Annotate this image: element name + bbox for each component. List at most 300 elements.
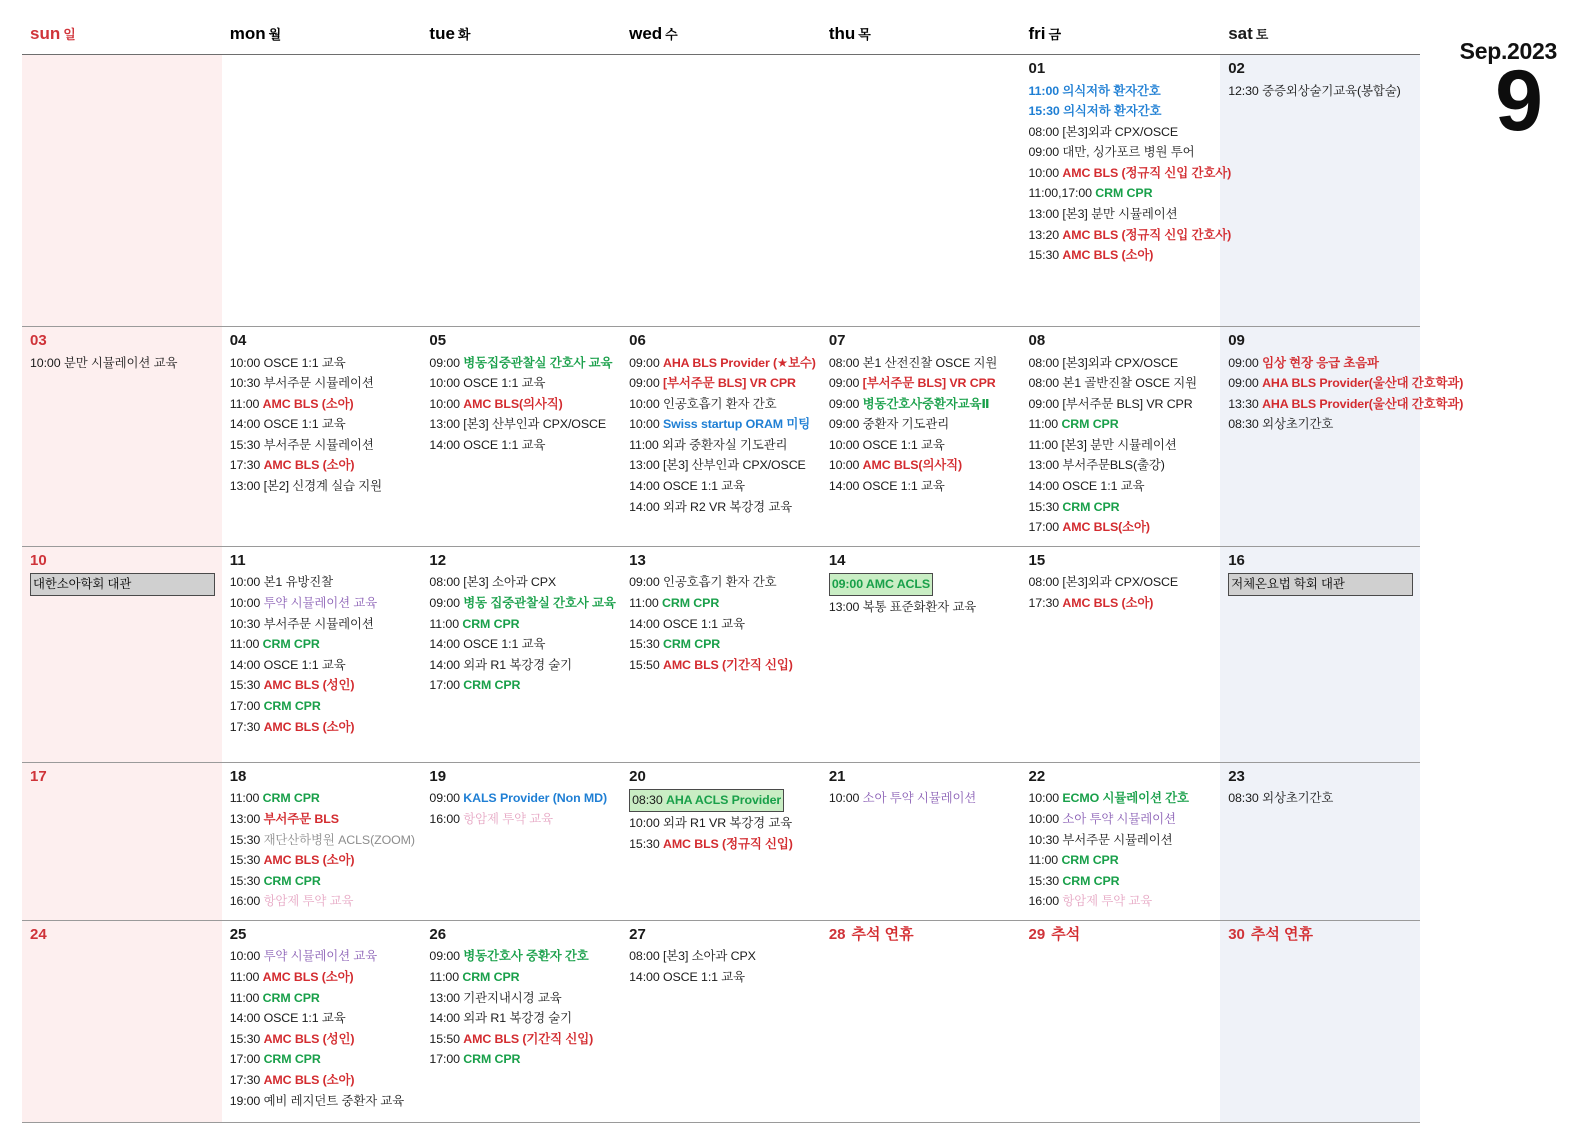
day-banner[interactable]: 대한소아학회 대관 [30, 573, 215, 596]
event-title: AHA BLS Provider(울산대 간호학과) [1262, 396, 1464, 411]
calendar-event[interactable] [1029, 497, 1214, 518]
event-title: CRM CPR [1062, 499, 1120, 514]
event-time: 16:00 [1028, 894, 1063, 909]
calendar-event[interactable] [629, 373, 814, 394]
weekday-en: wed [629, 24, 663, 43]
calendar-event[interactable] [230, 871, 415, 892]
event-title: 의식저하 환자간호 [1062, 83, 1161, 98]
event-title: 항암제 투약 교육 [463, 811, 554, 826]
event-title: AMC BLS (기간직 신입) [662, 657, 793, 672]
event-time: 10:00 [229, 575, 264, 590]
calendar-event[interactable] [230, 1049, 415, 1070]
calendar-event[interactable] [230, 1029, 415, 1050]
calendar-day-cell[interactable] [421, 546, 621, 762]
calendar-day-cell[interactable] [821, 55, 1021, 327]
calendar-event[interactable] [230, 696, 415, 717]
event-time: 13:00 [1028, 207, 1063, 222]
calendar-event[interactable] [829, 476, 1014, 497]
event-time: 08:30 [1228, 791, 1263, 806]
weekday-en: mon [229, 24, 266, 43]
calendar-day-cell[interactable] [1021, 762, 1221, 920]
event-time: 10:00 [229, 355, 264, 370]
calendar-event[interactable] [429, 634, 614, 655]
calendar-event[interactable] [429, 809, 614, 830]
event-title: 본1 골반진찰 OSCE 지원 [1062, 376, 1197, 391]
event-title: [부서주문 BLS] VR CPR [862, 376, 996, 391]
calendar-day-cell[interactable] [821, 762, 1021, 920]
calendar-event[interactable] [629, 394, 814, 415]
event-title: AMC BLS (정규직 신입) [662, 836, 793, 851]
calendar-event[interactable] [1029, 517, 1214, 538]
calendar-event[interactable] [829, 455, 1014, 476]
event-title: AMC BLS (성인) [263, 678, 355, 693]
calendar-event[interactable] [629, 353, 814, 374]
event-title: AMC BLS (성인) [263, 1031, 355, 1046]
event-title: [본2] 신경계 실습 지원 [263, 479, 383, 494]
calendar-event[interactable] [230, 788, 415, 809]
calendar-day-cell[interactable] [421, 55, 621, 327]
event-time: 09:00 [828, 417, 863, 432]
event-title: [본3]외과 CPX/OSCE [1062, 355, 1179, 370]
event-title: 병동간호사 중환자 간호 [463, 949, 589, 964]
calendar-day-cell[interactable] [22, 920, 222, 1122]
calendar-event[interactable] [1029, 572, 1214, 593]
calendar-event[interactable] [429, 946, 614, 967]
day-number: 11 [229, 551, 246, 569]
weekday-en: thu [828, 24, 856, 43]
event-title: AHA ACLS Provider [665, 793, 782, 808]
day-number: 24 [30, 925, 47, 943]
calendar-day-cell[interactable] [421, 762, 621, 920]
calendar-event[interactable] [1029, 122, 1214, 143]
calendar-body [22, 55, 1464, 1123]
day-number: 16 [1228, 551, 1245, 569]
event-time: 15:30 [1028, 873, 1063, 888]
event-time: 11:00 [1028, 853, 1062, 868]
calendar-event[interactable] [829, 788, 1014, 809]
event-time: 14:00 [229, 417, 264, 432]
event-time: 14:00 [229, 1011, 264, 1026]
event-title: AMC BLS(소아) [1062, 520, 1150, 535]
event-title: 병동간호사중환자교육Ⅱ [862, 396, 990, 411]
calendar-event[interactable] [629, 497, 814, 518]
calendar-event[interactable] [629, 455, 814, 476]
event-title: [본3]외과 CPX/OSCE [1062, 575, 1179, 590]
calendar-event[interactable] [1029, 435, 1214, 456]
day-number: 04 [229, 332, 247, 349]
day-number: 12 [429, 551, 447, 569]
calendar-event[interactable] [629, 655, 814, 676]
event-title: 부서주문BLS(출강) [1062, 458, 1165, 473]
day-number: 05 [429, 332, 447, 349]
calendar-event[interactable] [429, 435, 614, 456]
event-title: 외과 R1 복강경 술기 [463, 1011, 573, 1026]
calendar-event[interactable] [429, 572, 614, 593]
calendar-event[interactable] [230, 655, 415, 676]
event-time: 11:00 [629, 437, 663, 452]
event-time: 15:30 [1028, 104, 1064, 119]
calendar-day-cell[interactable] [222, 920, 422, 1122]
event-time: 15:30 [229, 853, 264, 868]
event-title: CRM CPR [262, 637, 320, 652]
calendar-event[interactable] [1029, 891, 1214, 912]
day-banner[interactable]: 저체온요법 학회 대관 [1228, 573, 1413, 596]
event-title: [부서주문 BLS] VR CPR [662, 376, 796, 391]
calendar-event[interactable] [1029, 593, 1214, 614]
event-time: 14:00 [629, 479, 663, 494]
event-title: 항암제 투약 교육 [1062, 894, 1153, 909]
event-title: AMC BLS (기간직 신입) [463, 1031, 594, 1046]
calendar-event[interactable] [1029, 394, 1214, 415]
day-number: 21 [828, 767, 846, 785]
event-title: 병동 집중관찰실 간호사 교육 [463, 595, 616, 610]
calendar-event[interactable] [1029, 245, 1214, 266]
event-title: 부서주문 시뮬레이션 [263, 616, 374, 631]
day-number: 25 [229, 925, 247, 943]
event-time: 13:00 [229, 811, 264, 826]
calendar-event[interactable] [230, 850, 415, 871]
weekday-en: sun [30, 24, 61, 43]
weekday-ko: 목 [858, 27, 871, 42]
calendar-event[interactable] [230, 572, 415, 593]
day-number: 27 [629, 925, 646, 943]
calendar-event[interactable] [429, 1049, 614, 1070]
calendar-event[interactable] [1029, 183, 1214, 204]
calendar-day-cell[interactable] [22, 55, 222, 327]
event-time: 11:00 [1028, 437, 1062, 452]
event-title: 부서주문 시뮬레이션 [263, 376, 374, 391]
event-time: 13:00 [1028, 458, 1063, 473]
calendar-event[interactable] [230, 634, 415, 655]
calendar-event[interactable] [1029, 809, 1214, 830]
calendar-event[interactable] [1029, 142, 1214, 163]
calendar-event[interactable] [629, 414, 814, 435]
calendar-event[interactable] [829, 572, 1014, 597]
event-title: AMC BLS (소아) [262, 970, 354, 984]
event-time: 11:00 [1028, 83, 1063, 98]
calendar-day-cell[interactable] [1021, 546, 1221, 762]
calendar-event[interactable] [629, 834, 814, 855]
calendar-event[interactable] [1029, 476, 1214, 497]
calendar-day-cell[interactable] [621, 762, 821, 920]
calendar-day-cell[interactable] [821, 327, 1021, 547]
day-number: 26 [429, 925, 447, 943]
event-time: 09:00 [1028, 145, 1063, 160]
calendar-event[interactable] [230, 967, 415, 988]
calendar-day-cell[interactable] [222, 762, 422, 920]
calendar-event[interactable] [1228, 81, 1413, 102]
calendar-day-cell[interactable] [621, 327, 821, 547]
event-time: 10:00 [828, 791, 863, 806]
event-time: 14:00 [1028, 479, 1063, 494]
event-title: AMC BLS(의사직) [463, 396, 563, 411]
calendar-event[interactable] [230, 373, 415, 394]
calendar-event[interactable] [629, 435, 814, 456]
calendar-event[interactable] [429, 1029, 614, 1050]
event-title: 예비 레지던트 중환자 교육 [263, 1093, 405, 1108]
calendar-day-cell[interactable] [1021, 327, 1221, 547]
event-time: 08:00 [828, 355, 863, 370]
event-time: 09:00 [828, 376, 863, 391]
event-time: 15:30 [1028, 248, 1063, 263]
calendar-event[interactable] [1029, 850, 1214, 871]
calendar-event[interactable] [1029, 830, 1214, 851]
event-time: 13:20 [1028, 227, 1063, 242]
calendar-day-cell[interactable] [1021, 920, 1221, 1122]
event-time: 10:00 [1028, 791, 1063, 806]
calendar-event[interactable] [629, 788, 814, 813]
event-time: 10:30 [1028, 832, 1063, 847]
weekday-header-thu [821, 18, 1021, 55]
calendar-event[interactable] [629, 634, 814, 655]
event-title: [본3] 소아과 CPX [463, 575, 557, 590]
calendar-day-cell[interactable] [1021, 55, 1232, 327]
calendar-event[interactable] [829, 414, 1014, 435]
event-title: 소아 투약 시뮬레이션 [1062, 811, 1176, 826]
event-title: 본1 유방진찰 [263, 575, 334, 590]
weekday-ko: 금 [1048, 27, 1062, 42]
calendar-event[interactable] [230, 830, 415, 851]
calendar-event[interactable] [230, 353, 415, 374]
event-title: CRM CPR [1062, 873, 1120, 888]
calendar-event[interactable] [1028, 225, 1232, 246]
calendar-event[interactable] [829, 373, 1014, 394]
holiday-label: 추석 연휴 [851, 925, 914, 943]
event-time: 15:30 [629, 836, 663, 851]
event-title: OSCE 1:1 교육 [662, 970, 746, 984]
calendar-event[interactable] [1228, 414, 1413, 435]
event-title: OSCE 1:1 교육 [463, 376, 546, 391]
calendar-event[interactable] [30, 353, 215, 374]
event-title: AMC BLS (정규직 신입 간호사) [1062, 165, 1232, 180]
calendar-day-cell[interactable] [222, 55, 422, 327]
event-time: 08:00 [1028, 575, 1063, 590]
calendar-event[interactable] [1228, 788, 1413, 809]
event-title: ECMO 시뮬레이션 간호 [1062, 791, 1189, 806]
calendar-event[interactable] [230, 394, 415, 415]
day-number: 30 추석 연휴 [1228, 925, 1314, 943]
calendar-event[interactable] [829, 597, 1014, 618]
calendar-event[interactable] [1029, 101, 1214, 122]
calendar-event[interactable] [1029, 353, 1214, 374]
holiday-label: 추석 연휴 [1250, 925, 1314, 943]
calendar-event[interactable] [429, 967, 614, 988]
calendar-day-cell[interactable] [1220, 55, 1420, 327]
calendar-event[interactable] [429, 394, 614, 415]
day-number: 02 [1228, 60, 1245, 77]
calendar-event[interactable] [1029, 871, 1214, 892]
event-time: 10:30 [229, 616, 264, 631]
event-time: 12:30 [1228, 83, 1263, 98]
calendar-day-cell[interactable] [22, 546, 222, 762]
calendar-day-cell[interactable] [421, 327, 621, 547]
event-time: 17:30 [229, 458, 264, 473]
calendar-event[interactable] [230, 476, 415, 497]
event-title: AHA BLS Provider (★보수) [662, 355, 816, 370]
calendar-event[interactable] [1228, 394, 1464, 415]
event-time: 13:00 [429, 417, 464, 432]
day-number: 01 [1028, 60, 1046, 77]
calendar-day-cell[interactable] [621, 55, 821, 327]
event-time: 10:00 [629, 396, 663, 411]
weekday-en: fri [1028, 24, 1046, 43]
event-time: 09:00 [429, 595, 464, 610]
calendar-event[interactable] [629, 572, 814, 593]
event-time: 10:00 [828, 437, 863, 452]
event-time: 11:00,17:00 [1028, 186, 1096, 201]
calendar-event[interactable] [429, 788, 614, 809]
event-time: 17:00 [229, 698, 264, 713]
weekday-ko: 화 [457, 27, 471, 42]
event-title: OSCE 1:1 교육 [263, 1011, 346, 1026]
calendar-event[interactable] [429, 1008, 614, 1029]
day-number: 14 [828, 551, 846, 569]
day-number: 15 [1028, 551, 1046, 569]
calendar-day-cell[interactable] [222, 327, 422, 547]
event-time: 14:00 [828, 479, 863, 494]
calendar-event[interactable] [1228, 373, 1464, 394]
calendar-event[interactable] [629, 593, 814, 614]
calendar-event[interactable] [1029, 81, 1214, 102]
calendar-event[interactable] [629, 946, 814, 967]
event-time: 17:00 [1028, 520, 1063, 535]
calendar-event[interactable] [1029, 373, 1214, 394]
event-title: 대만, 싱가포르 병원 투어 [1062, 145, 1195, 160]
calendar-event[interactable] [230, 717, 415, 738]
calendar-event[interactable] [1228, 353, 1413, 374]
weekday-ko: 수 [665, 27, 678, 42]
event-time: 13:00 [629, 458, 663, 473]
day-number: 09 [1228, 332, 1245, 349]
event-time: 17:00 [229, 1052, 264, 1067]
calendar-day-cell[interactable] [1220, 546, 1420, 762]
event-title: AHA BLS Provider(울산대 간호학과) [1262, 376, 1464, 391]
calendar-event[interactable] [429, 675, 614, 696]
event-title: 인공호흡기 환자 간호 [662, 396, 777, 411]
calendar-day-cell[interactable] [821, 920, 1021, 1122]
calendar-event[interactable] [1029, 455, 1214, 476]
calendar-day-cell[interactable] [1220, 920, 1420, 1122]
event-time: 17:00 [429, 678, 464, 693]
calendar-event[interactable] [230, 675, 415, 696]
event-title: CRM CPR [262, 990, 320, 1005]
event-title: CRM CPR [1095, 186, 1153, 201]
calendar-event[interactable] [429, 414, 614, 435]
event-time: 10:30 [229, 376, 264, 391]
calendar-event[interactable] [1029, 204, 1214, 225]
event-time: 13:00 [828, 599, 863, 614]
event-time: 13:30 [1228, 396, 1263, 411]
day-number: 18 [229, 767, 247, 785]
calendar-event[interactable] [429, 614, 614, 635]
calendar-event[interactable] [429, 373, 614, 394]
calendar-event[interactable] [230, 593, 415, 614]
event-title: OSCE 1:1 교육 [263, 657, 346, 672]
event-title: 외과 R1 복강경 술기 [463, 657, 573, 672]
calendar-event[interactable] [429, 593, 614, 614]
event-time: 09:00 [429, 791, 464, 806]
calendar-day-cell[interactable] [621, 920, 821, 1122]
event-time: 15:30 [229, 437, 264, 452]
calendar-event[interactable] [230, 946, 415, 967]
day-number: 06 [629, 332, 646, 349]
event-title: 부서주문 시뮬레이션 [263, 437, 374, 452]
day-number: 19 [429, 767, 447, 785]
event-title: 분만 시뮬레이션 교육 [63, 355, 178, 370]
calendar-event[interactable] [230, 1070, 415, 1091]
event-title: CRM CPR [263, 873, 321, 888]
calendar-event[interactable] [230, 1091, 415, 1112]
calendar-event[interactable] [230, 414, 415, 435]
calendar-event[interactable] [629, 813, 814, 834]
event-title: AMC BLS (소아) [1062, 248, 1154, 263]
event-time: 10:00 [229, 595, 264, 610]
event-title: CRM CPR [263, 698, 321, 713]
event-time: 15:30 [229, 678, 264, 693]
event-time: 09:00 [629, 575, 663, 590]
event-time: 10:00 [429, 396, 464, 411]
event-title: OSCE 1:1 교육 [662, 616, 746, 631]
calendar-event[interactable] [429, 988, 614, 1009]
calendar-event[interactable] [230, 455, 415, 476]
calendar-event[interactable] [629, 614, 814, 635]
event-title: 부서주문 시뮬레이션 [1062, 832, 1173, 847]
event-time: 10:00 [1028, 165, 1063, 180]
weekday-ko: 일 [63, 27, 76, 42]
weekday-header-fri [1021, 18, 1221, 55]
event-title: 소아 투약 시뮬레이션 [862, 791, 977, 806]
day-number: 20 [629, 767, 646, 785]
calendar-day-cell[interactable] [222, 546, 422, 762]
event-time: 11:00 [229, 990, 263, 1005]
calendar-event[interactable] [429, 353, 614, 374]
calendar-event[interactable] [230, 614, 415, 635]
calendar-event[interactable] [629, 476, 814, 497]
calendar-week-row [22, 55, 1420, 327]
event-time: 14:00 [429, 1011, 464, 1026]
calendar-event[interactable] [829, 353, 1014, 374]
calendar-event[interactable] [230, 809, 415, 830]
calendar-event[interactable] [429, 655, 614, 676]
calendar-day-cell[interactable] [22, 762, 222, 920]
event-time: 10:00 [629, 815, 663, 830]
calendar-event[interactable] [629, 967, 814, 988]
calendar-event[interactable] [230, 435, 415, 456]
calendar-event[interactable] [230, 1008, 415, 1029]
calendar-event[interactable] [1028, 163, 1232, 184]
calendar-day-cell[interactable] [621, 546, 821, 762]
event-time: 11:00 [229, 970, 263, 984]
calendar-day-cell[interactable] [821, 546, 1021, 762]
calendar-week-row [22, 920, 1420, 1122]
event-time: 08:00 [1028, 124, 1063, 139]
calendar-event[interactable] [829, 435, 1014, 456]
calendar-event[interactable] [1029, 788, 1214, 809]
calendar-day-cell[interactable] [22, 327, 222, 547]
event-title: OSCE 1:1 교육 [263, 355, 346, 370]
calendar-event[interactable] [1029, 414, 1214, 435]
calendar-event[interactable] [829, 394, 1014, 415]
weekday-en: tue [429, 24, 455, 43]
event-time: 15:50 [629, 657, 663, 672]
calendar-day-cell[interactable] [1220, 327, 1464, 547]
calendar-day-cell[interactable] [421, 920, 621, 1122]
event-time: 08:00 [429, 575, 464, 590]
calendar-event[interactable] [230, 891, 415, 912]
calendar-event[interactable] [230, 988, 415, 1009]
calendar-day-cell[interactable] [1220, 762, 1420, 920]
event-time: 11:00 [429, 970, 463, 984]
